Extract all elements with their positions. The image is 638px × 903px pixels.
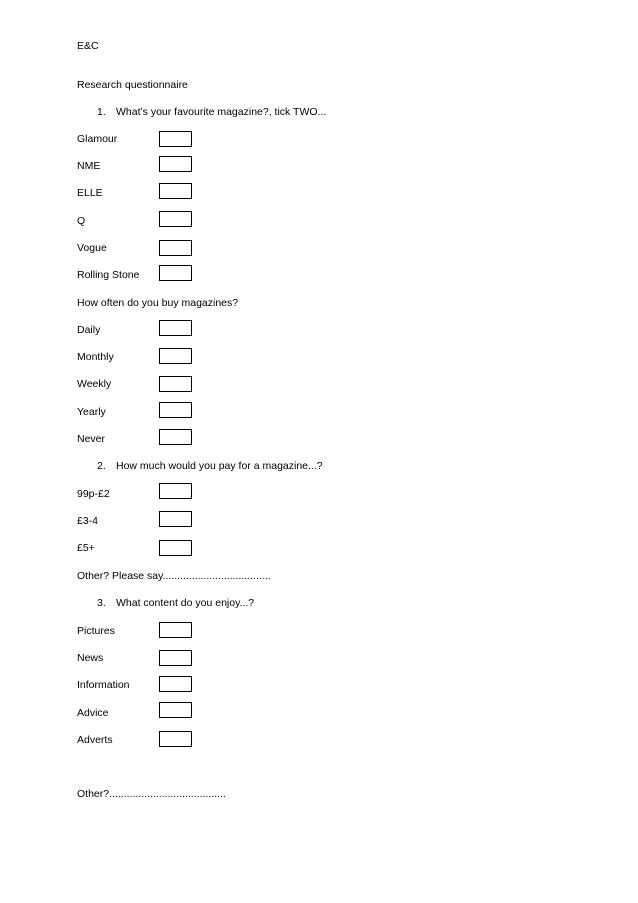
option-label: NME: [77, 160, 101, 172]
option-label: Adverts: [77, 734, 113, 746]
checkbox-3-4[interactable]: [159, 511, 192, 527]
option-label: Monthly: [77, 351, 114, 363]
option-label: Information: [77, 679, 130, 691]
checkbox-adverts[interactable]: [159, 731, 192, 747]
checkbox-99p-2[interactable]: [159, 483, 192, 499]
checkbox-rolling-stone[interactable]: [159, 265, 192, 281]
question-frequency-text: How often do you buy magazines?: [77, 297, 239, 309]
checkbox-nme[interactable]: [159, 156, 192, 172]
organization-label: E&C: [77, 40, 99, 52]
document-title: Research questionnaire: [77, 79, 188, 91]
checkbox-advice[interactable]: [159, 702, 192, 718]
question-3-number: 3.: [97, 597, 106, 609]
option-label: Daily: [77, 324, 101, 336]
question-3: [97, 597, 254, 609]
option-label: Never: [77, 433, 106, 445]
checkbox-glamour[interactable]: [159, 131, 192, 147]
option-label: Weekly: [77, 378, 112, 390]
option-label: Vogue: [77, 242, 107, 254]
checkbox-yearly[interactable]: [159, 402, 192, 418]
option-label: ELLE: [77, 187, 103, 199]
option-label: Pictures: [77, 625, 115, 637]
option-label: Q: [77, 215, 86, 227]
checkbox-pictures[interactable]: [159, 622, 192, 638]
option-label: Advice: [77, 707, 109, 719]
content-other-field[interactable]: Other?........................................: [77, 788, 226, 800]
option-label: Glamour: [77, 133, 118, 145]
option-label: Rolling Stone: [77, 269, 140, 281]
checkbox-q[interactable]: [159, 211, 192, 227]
checkbox-news[interactable]: [159, 650, 192, 666]
question-1: [97, 106, 326, 118]
checkbox-daily[interactable]: [159, 320, 192, 336]
checkbox-elle[interactable]: [159, 183, 192, 199]
checkbox-weekly[interactable]: [159, 376, 192, 392]
checkbox-never[interactable]: [159, 429, 192, 445]
checkbox-5-plus[interactable]: [159, 540, 192, 556]
price-other-field[interactable]: Other? Please say.....................................: [77, 570, 271, 582]
question-2-number: 2.: [97, 460, 106, 472]
question-2: [97, 460, 323, 472]
checkbox-information[interactable]: [159, 676, 192, 692]
checkbox-monthly[interactable]: [159, 348, 192, 364]
question-3-text: What content do you enjoy...?: [116, 597, 255, 609]
question-1-number: 1.: [97, 106, 106, 118]
option-label: £3-4: [77, 515, 99, 527]
option-label: 99p-£2: [77, 488, 110, 500]
checkbox-vogue[interactable]: [159, 240, 192, 256]
question-2-text: How much would you pay for a magazine...?: [116, 460, 323, 472]
option-label: Yearly: [77, 406, 106, 418]
option-label: £5+: [77, 542, 95, 554]
option-label: News: [77, 652, 104, 664]
question-1-text: What’s your favourite magazine?, tick TWO...: [116, 106, 327, 118]
